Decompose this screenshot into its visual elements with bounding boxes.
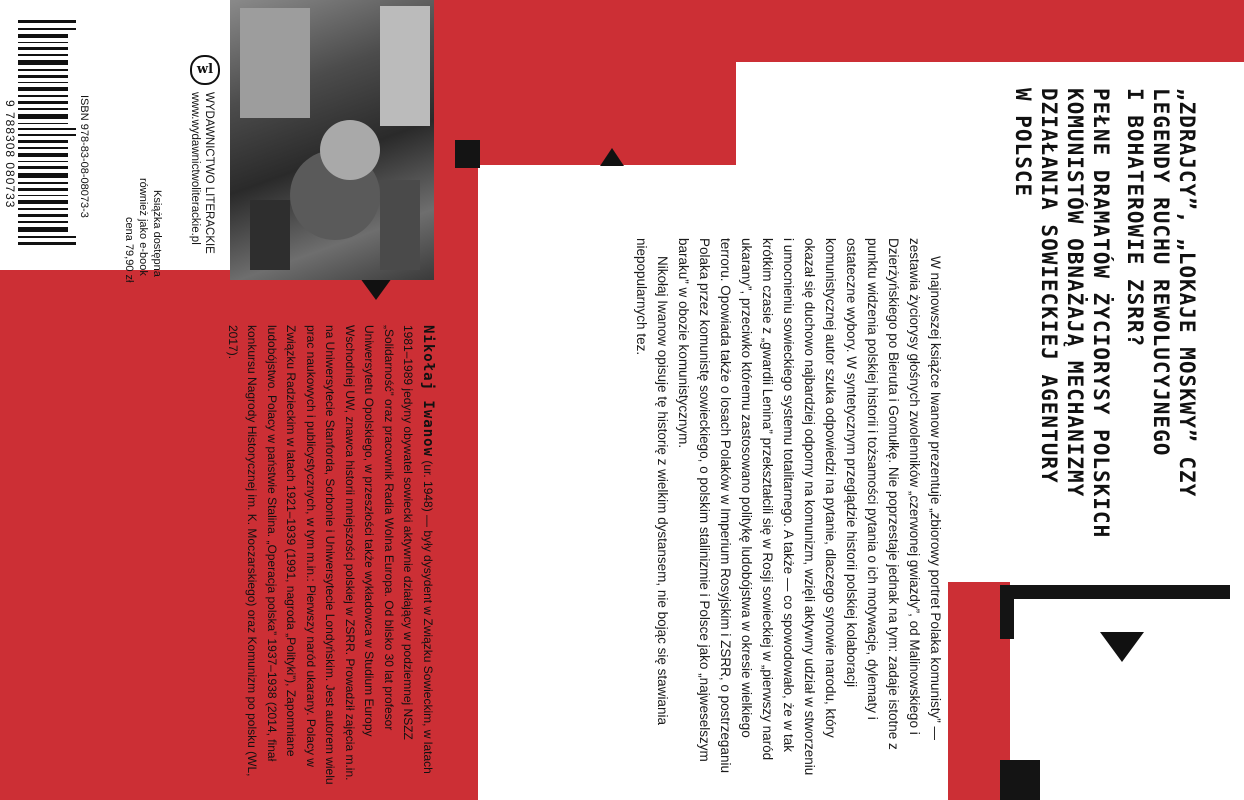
headline xyxy=(1010,88,1200,628)
headline-line-5: KOMUNISTÓW OBNAŻAJĄ MECHANIZMY xyxy=(1063,88,1087,498)
notch-bottom xyxy=(1000,760,1040,800)
publisher-logo-text: wl xyxy=(196,62,214,77)
arrow-right xyxy=(1100,632,1144,662)
ebook-line2: również jako e-book xyxy=(137,178,149,276)
author-bio-text: (ur. 1948) — były dysydent w Związku Sowieckim, w latach 1981–1989 jedyny obywatel sowiecki aktywnie działający w podziemnej NSZZ „Solidarność” oraz pracownik Radia Wolna Europa. Od blisko 30 lat profesor Uniwersytetu Opolskiego, w przeszłości także wykładowca w Studium Europy Wschodniej UW, znawca historii mniejszości polskiej w ZSRR. Prowadził zajęcia m.in. na Uniwersytecie Stanforda, Sorbonie i Uniwersytecie Londyńskim. Jest autorem wielu prac naukowych i publicystycznych, w tym m.in.: Pierwszy naród ukarany. Polacy w Związku Radzieckim w latach 1921–1939 (1991, nagroda „Polityki”), Zapomniane ludobójstwo. Polacy w państwie Stalina. „Operacja polska” 1937–1938 (2014, finał konkursu Nagrody Historycznej im. K. Moczarskiego) oraz Komunizm po polsku (WL, 2017). xyxy=(226,325,435,785)
headline-line-3: I BOHATEROWIE ZSRR? xyxy=(1123,88,1147,348)
publisher-url: www.wydawnictwoliterackie.pl xyxy=(189,92,201,245)
isbn-label: ISBN 978-83-08-08073-3 xyxy=(78,95,90,218)
price: cena 79,90 zł xyxy=(123,217,135,283)
headline-line-1: „ZDRAJCY”, „LOKAJE MOSKWY” CZY xyxy=(1175,88,1199,498)
publisher-logo xyxy=(190,55,220,85)
headline-line-4: PEŁNE DRAMATÓW ŻYCIORYSY POLSKICH xyxy=(1089,88,1113,539)
description xyxy=(631,238,946,778)
description-paragraph-1: W najnowszej książce Iwanow prezentuje „zbiorowy portret Polaka komunisty” — zestawia życiorysy głośnych zwolenników „czerwonej gwiazdy”, od Malinowskiego i Dzierżyńskiego po Bieruta i Gomułkę. Nie poprzestaje jednak na tym: zadaje istotne z punktu widzenia polskiej historii i tożsamości pytania o ich motywacje, dylematy i ostateczne wybory. W syntetycznym przeglądzie historii polskiej kolaboracji komunistycznej autor szuka odpowiedzi na pytanie, dlaczego synowie narodu, który okazał się duchowo najbardziej odporny na komunizm, wzięli aktywny udział w stworzeniu i umocnieniu sowieckiego systemu totalitarnego. A także — co spowodowało, że w tak krótkim czasie z „gwardii Lenina” przekształcili się w Rosji sowieckiej w „pierwszy naród ukarany”, przeciwko któremu zastosowano politykę ludobójstwa w okresie wielkiego terroru. Opowiada także o losach Polaków w Imperium Rosyjskim i ZSRR, o postrzeganiu Polaka przez komunistę sowieckiego, o polskim stalinizmie i Polsce jako „najweselszym baraku” w obozie komunistycznym. xyxy=(676,238,943,776)
photo-arrow xyxy=(360,278,392,300)
description-paragraph-2: Nikołaj Iwanow opisuje tę historię z wielkim dystansem, nie bojąc się stawiania niepopularnych tez. xyxy=(634,238,670,725)
author-bio xyxy=(223,325,438,785)
arrow-accent xyxy=(600,148,624,166)
headline-line-7: W POLSCE xyxy=(1011,88,1035,198)
headline-line-2: LEGENDY RUCHU REWOLUCYJNEGO xyxy=(1149,88,1173,457)
headline-line-6: DZIAŁANIA SOWIECKIEJ AGENTURY xyxy=(1037,88,1061,484)
ebook-line1: Książka dostępna xyxy=(151,190,163,277)
publisher-name: WYDAWNICTWO LITERACKIE xyxy=(203,92,215,254)
notch-left xyxy=(455,140,480,168)
author-photo xyxy=(230,0,434,280)
author-name: Nikołaj Iwanow xyxy=(420,325,436,458)
barcode xyxy=(18,20,76,260)
isbn-digits: 9 788308 080733 xyxy=(3,100,17,209)
